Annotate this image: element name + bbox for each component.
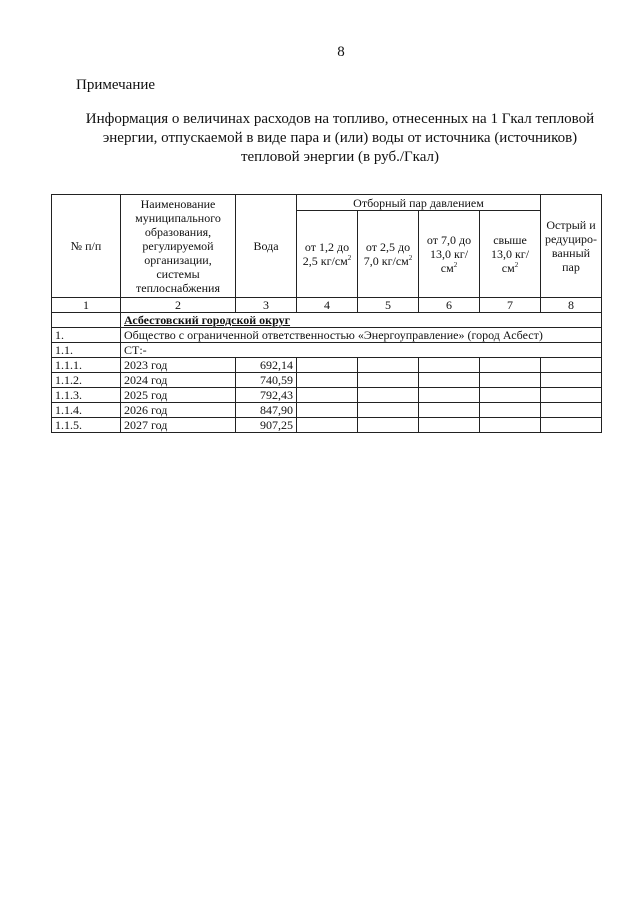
group-title: Асбестовский городской округ (121, 313, 602, 328)
organization-row (52, 328, 602, 343)
org-name: Общество с ограниченной ответственностью «Энергоуправление» (город Асбест) (121, 328, 602, 343)
row-year: 2026 год (121, 403, 236, 418)
table-row (52, 373, 602, 388)
col-number: 6 (419, 298, 480, 313)
table-row (52, 403, 602, 418)
header-steam-2: от 2,5 до 7,0 $кг/см^2$ (358, 211, 419, 298)
col-number: 7 (480, 298, 541, 313)
col-number: 3 (236, 298, 297, 313)
col-number: 2 (121, 298, 236, 313)
header-steam-3: от 7,0 до 13,0 $кг/см^2$ (419, 211, 480, 298)
row-year: 2025 год (121, 388, 236, 403)
row-water: 692,14 (236, 358, 297, 373)
col-number: 1 (52, 298, 121, 313)
system-num: 1.1. (52, 343, 121, 358)
table-row (52, 358, 602, 373)
title-line-2: энергии, отпускаемой в виде пара и (или) воды от источника (источников) (102, 130, 578, 146)
row-num: 1.1.3. (52, 388, 121, 403)
system-row (52, 343, 602, 358)
header-num: № п/п (52, 195, 121, 298)
row-water: 740,59 (236, 373, 297, 388)
row-num: 1.1.1. (52, 358, 121, 373)
title-line-3: тепловой энергии (в руб./Гкал) (240, 149, 440, 165)
row-water: 792,43 (236, 388, 297, 403)
row-num: 1.1.5. (52, 418, 121, 433)
col-number: 4 (297, 298, 358, 313)
header-water: Вода (236, 195, 297, 298)
header-steam-group: Отборный пар давлением (297, 195, 541, 211)
org-num: 1. (52, 328, 121, 343)
table-row (52, 388, 602, 403)
row-water: 907,25 (236, 418, 297, 433)
col-number: 5 (358, 298, 419, 313)
table-row (52, 418, 602, 433)
header-steam-1: от 1,2 до 2,5 $кг/см^2$ (297, 211, 358, 298)
row-year: 2023 год (121, 358, 236, 373)
column-numbers-row (52, 298, 602, 313)
row-year: 2024 год (121, 373, 236, 388)
row-water: 847,90 (236, 403, 297, 418)
page-number: 8 (337, 44, 345, 60)
document-title (80, 110, 600, 167)
row-num: 1.1.4. (52, 403, 121, 418)
title-line-1: Информация о величинах расходов на топливо, отнесенных на 1 Гкал тепловой (85, 111, 595, 127)
system-name: СТ:- (121, 343, 602, 358)
row-num: 1.1.2. (52, 373, 121, 388)
col-number: 8 (541, 298, 602, 313)
header-name: Наименование муниципального образования, регулируемой организации, системы теплоснабжения (121, 195, 236, 298)
header-steam-4: свыше 13,0 $кг/см^2$ (480, 211, 541, 298)
fuel-cost-table (51, 194, 602, 433)
header-sharp-steam: Острый и редуциро-ванный пар (541, 195, 602, 298)
note-label: Примечание (76, 77, 156, 93)
group-row (52, 313, 602, 328)
row-year: 2027 год (121, 418, 236, 433)
